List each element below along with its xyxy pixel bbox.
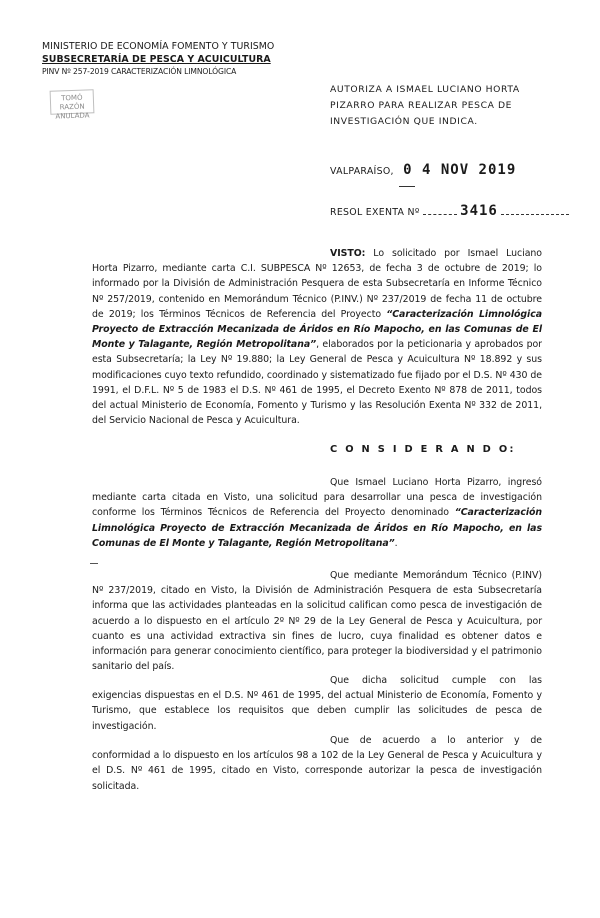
considerando-paragraph-1: Que Ismael Luciano Horta Pizarro, ingresó mediante carta citada en Visto, una solicitud para desarrollar una pesca de investigación conforme los Términos Técnicos de Referencia del Proyecto denominado “Caracterización Limnológica Proyecto de Extracción Mecanizada de Áridos en Río Mapocho, en las Comunas de El Monte y Talagante, Región Metropolitana”. [92, 477, 542, 549]
place-and-date [330, 162, 516, 178]
considerando-paragraph-2: Que mediante Memorándum Técnico (P.INV) Nº 237/2019, citado en Visto, la División de Administración Pesquera de esta Subsecretaría informa que las actividades planteadas en la solicitud califican como pesca de investigación de acuerdo a lo dispuesto en el artículo 2º Nº 29 de la Ley General de Pesca y Acuicultura, por cuanto es una actividad extractiva sin fines de lucro, cuya finalidad es obtener datos e información para generar conocimiento científico, para proteger la biodiversidad y el patrimonio sanitario del país. [92, 570, 542, 673]
place-label: VALPARAÍSO, [330, 166, 394, 177]
file-reference: PINV Nº 257-2019 CARACTERIZACIÓN LIMNOLÓGICA [42, 67, 237, 76]
divider [399, 186, 415, 187]
letterhead [42, 40, 274, 77]
project-title: “Caracterización Limnológica Proyecto de Extracción Mecanizada de Áridos en Río Mapocho, en las Comunas de El Monte y Talagante, Región Metropolitana” [92, 308, 542, 351]
resolution-number-value: 3416 [460, 203, 498, 219]
considerando-paragraph-4: Que de acuerdo a lo anterior y de conformidad a lo dispuesto en los artículos 98 a 102 de la Ley General de Pesca y Acuicultura y el D.S. Nº 461 de 1995, citado en Visto, corresponde autorizar la pesca de investigación solicitada. [92, 735, 542, 792]
resolution-label: RESOL EXENTA Nº [330, 207, 420, 218]
visto-paragraph: VISTO: Lo solicitado por Ismael Luciano Horta Pizarro, mediante carta C.I. SUBPESCA Nº 12653, de fecha 3 de octubre de 2019; lo informado por la División de Administración Pesquera de esta Subsecretaría en Informe Técnico Nº 257/2019, contenido en Memorándum Técnico (P.INV.) Nº 237/2019 de fecha 11 de octubre de 2019; los Términos Técnicos de Referencia del Proyecto “Caracterización Limnológica Proyecto de Extracción Mecanizada de Áridos en Río Mapocho, en las Comunas de El Monte y Talagante, Región Metropolitana”, elaborados por la peticionaria y aprobados por esta Subsecretaría; la Ley Nº 19.880; la Ley General de Pesca y Acuicultura Nº 18.892 y sus modificaciones cuyo texto refundido, coordinado y sistematizado fue fijado por el D.S. Nº 430 de 1991, el D.F.L. Nº 5 de 1983 el D.S. Nº 461 de 1995, el Decreto Exento Nº 878 de 2011, todos del actual Ministerio de Economía, Fomento y Turismo y las Resolución Exenta Nº 332 de 2011, del Servicio Nacional de Pesca y Acuicultura. [92, 248, 542, 427]
resolution-subject: AUTORIZA A ISMAEL LUCIANO HORTA PIZARRO PARA REALIZAR PESCA DE INVESTIGACIÓN QUE INDICA. [330, 84, 520, 127]
stamp: TOMÓ RAZÓN ANULADA [50, 89, 95, 115]
ministry-name: MINISTERIO DE ECONOMÍA FOMENTO Y TURISMO [42, 41, 275, 52]
resolution-number [330, 203, 569, 219]
date-stamp: 0 4 NOV 2019 [403, 162, 517, 178]
divider [90, 563, 98, 564]
subsecretariat-name: SUBSECRETARÍA DE PESCA Y ACUICULTURA [42, 54, 271, 65]
project-title: “Caracterización Limnológica Proyecto de Extracción Mecanizada de Áridos en Río Mapocho, en las Comunas de El Monte y Talagante, Región Metropolitana” [92, 507, 542, 549]
considerando-heading: C O N S I D E R A N D O: [330, 444, 516, 455]
considerando-paragraph-3: Que dicha solicitud cumple con las exigencias dispuestas en el D.S. Nº 461 de 1995, del actual Ministerio de Economía, Fomento y Turismo, que establece los requisitos que deben cumplir las solicitudes de pesca de investigación. [92, 675, 542, 732]
visto-label: VISTO: [330, 248, 366, 259]
